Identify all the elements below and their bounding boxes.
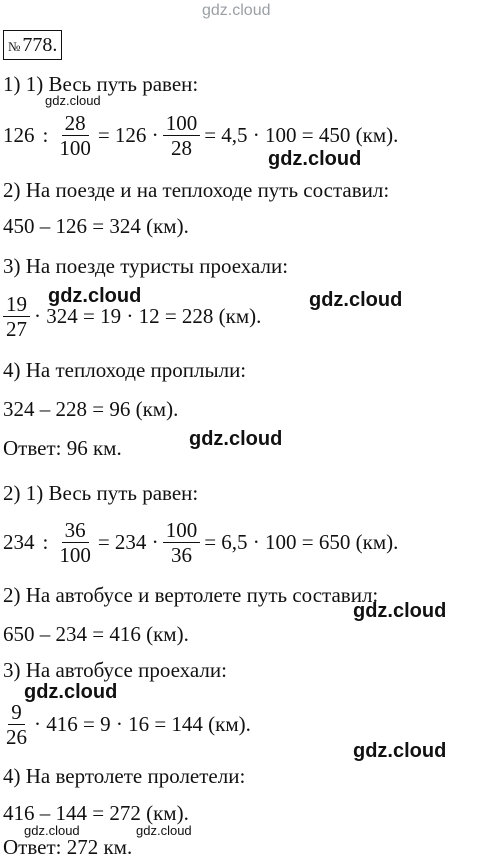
task-number: 778.	[22, 34, 58, 56]
part2-eq1-rest: = 6,5 · 100 = 650 (км).	[204, 529, 399, 554]
fraction-numerator: 28	[62, 112, 89, 136]
part1-step1-text: 1) 1) Весь путь равен:	[3, 72, 199, 96]
part1-step3-text: 3) На поезде туристы проехали:	[3, 254, 289, 278]
part2-eq1-fraction2	[163, 519, 201, 566]
part1-eq1-rest: = 4,5 · 100 = 450 (км).	[204, 122, 399, 147]
fraction-denominator: 27	[6, 316, 27, 341]
task-number-badge	[3, 30, 62, 60]
part1-step4-text: 4) На теплоходе проплыли:	[3, 358, 247, 382]
watermark: gdz.cloud	[268, 148, 362, 170]
part2-step2-text: 2) На автобусе и вертолете путь составил:	[3, 583, 379, 607]
part1-step2-text: 2) На поезде и на теплоходе путь составил:	[3, 178, 390, 202]
part2-equation3	[3, 696, 251, 752]
part2-step1-text: 2) 1) Весь путь равен:	[3, 481, 199, 505]
watermark: gdz.cloud	[48, 285, 142, 307]
part2-equation1	[3, 514, 398, 570]
number-sign: №	[8, 39, 21, 54]
part2-eq1-op: :	[42, 529, 49, 554]
watermark: gdz.cloud	[24, 823, 80, 838]
part1-eq1-fraction1	[56, 112, 94, 159]
part1-equation4: 324 – 228 = 96 (км).	[3, 397, 179, 421]
fraction-numerator: 100	[163, 519, 201, 543]
part1-eq1-fraction2	[163, 112, 201, 159]
part2-eq3-fraction	[3, 701, 30, 748]
part1-eq1-op: :	[42, 122, 49, 147]
part2-equation4: 416 – 144 = 272 (км).	[3, 801, 189, 825]
part1-eq3-rest: · 324 = 19 · 12 = 228 (км).	[34, 303, 262, 328]
part1-eq3-fraction	[3, 293, 30, 340]
fraction-numerator: 9	[8, 701, 25, 725]
part2-answer: Ответ: 272 км.	[3, 835, 133, 859]
part2-eq1-fraction1	[56, 519, 94, 566]
part1-equation2: 450 – 126 = 324 (км).	[3, 214, 189, 238]
header-watermark: gdz.cloud	[202, 2, 271, 19]
fraction-denominator: 100	[59, 542, 91, 567]
part2-eq3-rest: · 416 = 9 · 16 = 144 (км).	[34, 711, 251, 736]
part2-step3-text: 3) На автобусе проехали:	[3, 658, 227, 682]
part1-eq1-a: 126	[3, 122, 35, 147]
fraction-denominator: 100	[59, 135, 91, 160]
part2-eq1-a: 234	[3, 529, 35, 554]
fraction-denominator: 26	[6, 724, 27, 749]
watermark: gdz.cloud	[24, 681, 118, 703]
watermark: gdz.cloud	[189, 428, 283, 450]
fraction-denominator: 28	[170, 135, 192, 160]
part2-equation2: 650 – 234 = 416 (км).	[3, 622, 189, 646]
fraction-numerator: 36	[62, 519, 89, 543]
part1-eq1-mid: = 126 ·	[97, 122, 159, 147]
watermark: gdz.cloud	[353, 740, 447, 762]
fraction-denominator: 36	[170, 542, 192, 567]
part1-answer: Ответ: 96 км.	[3, 436, 122, 460]
watermark: gdz.cloud	[136, 823, 192, 838]
watermark: gdz.cloud	[353, 600, 447, 622]
part2-step4-text: 4) На вертолете пролетели:	[3, 764, 246, 788]
fraction-numerator: 100	[163, 112, 201, 136]
part2-eq1-mid: = 234 ·	[97, 529, 159, 554]
watermark: gdz.cloud	[309, 289, 403, 311]
fraction-numerator: 19	[3, 293, 30, 317]
watermark: gdz.cloud	[45, 93, 101, 108]
